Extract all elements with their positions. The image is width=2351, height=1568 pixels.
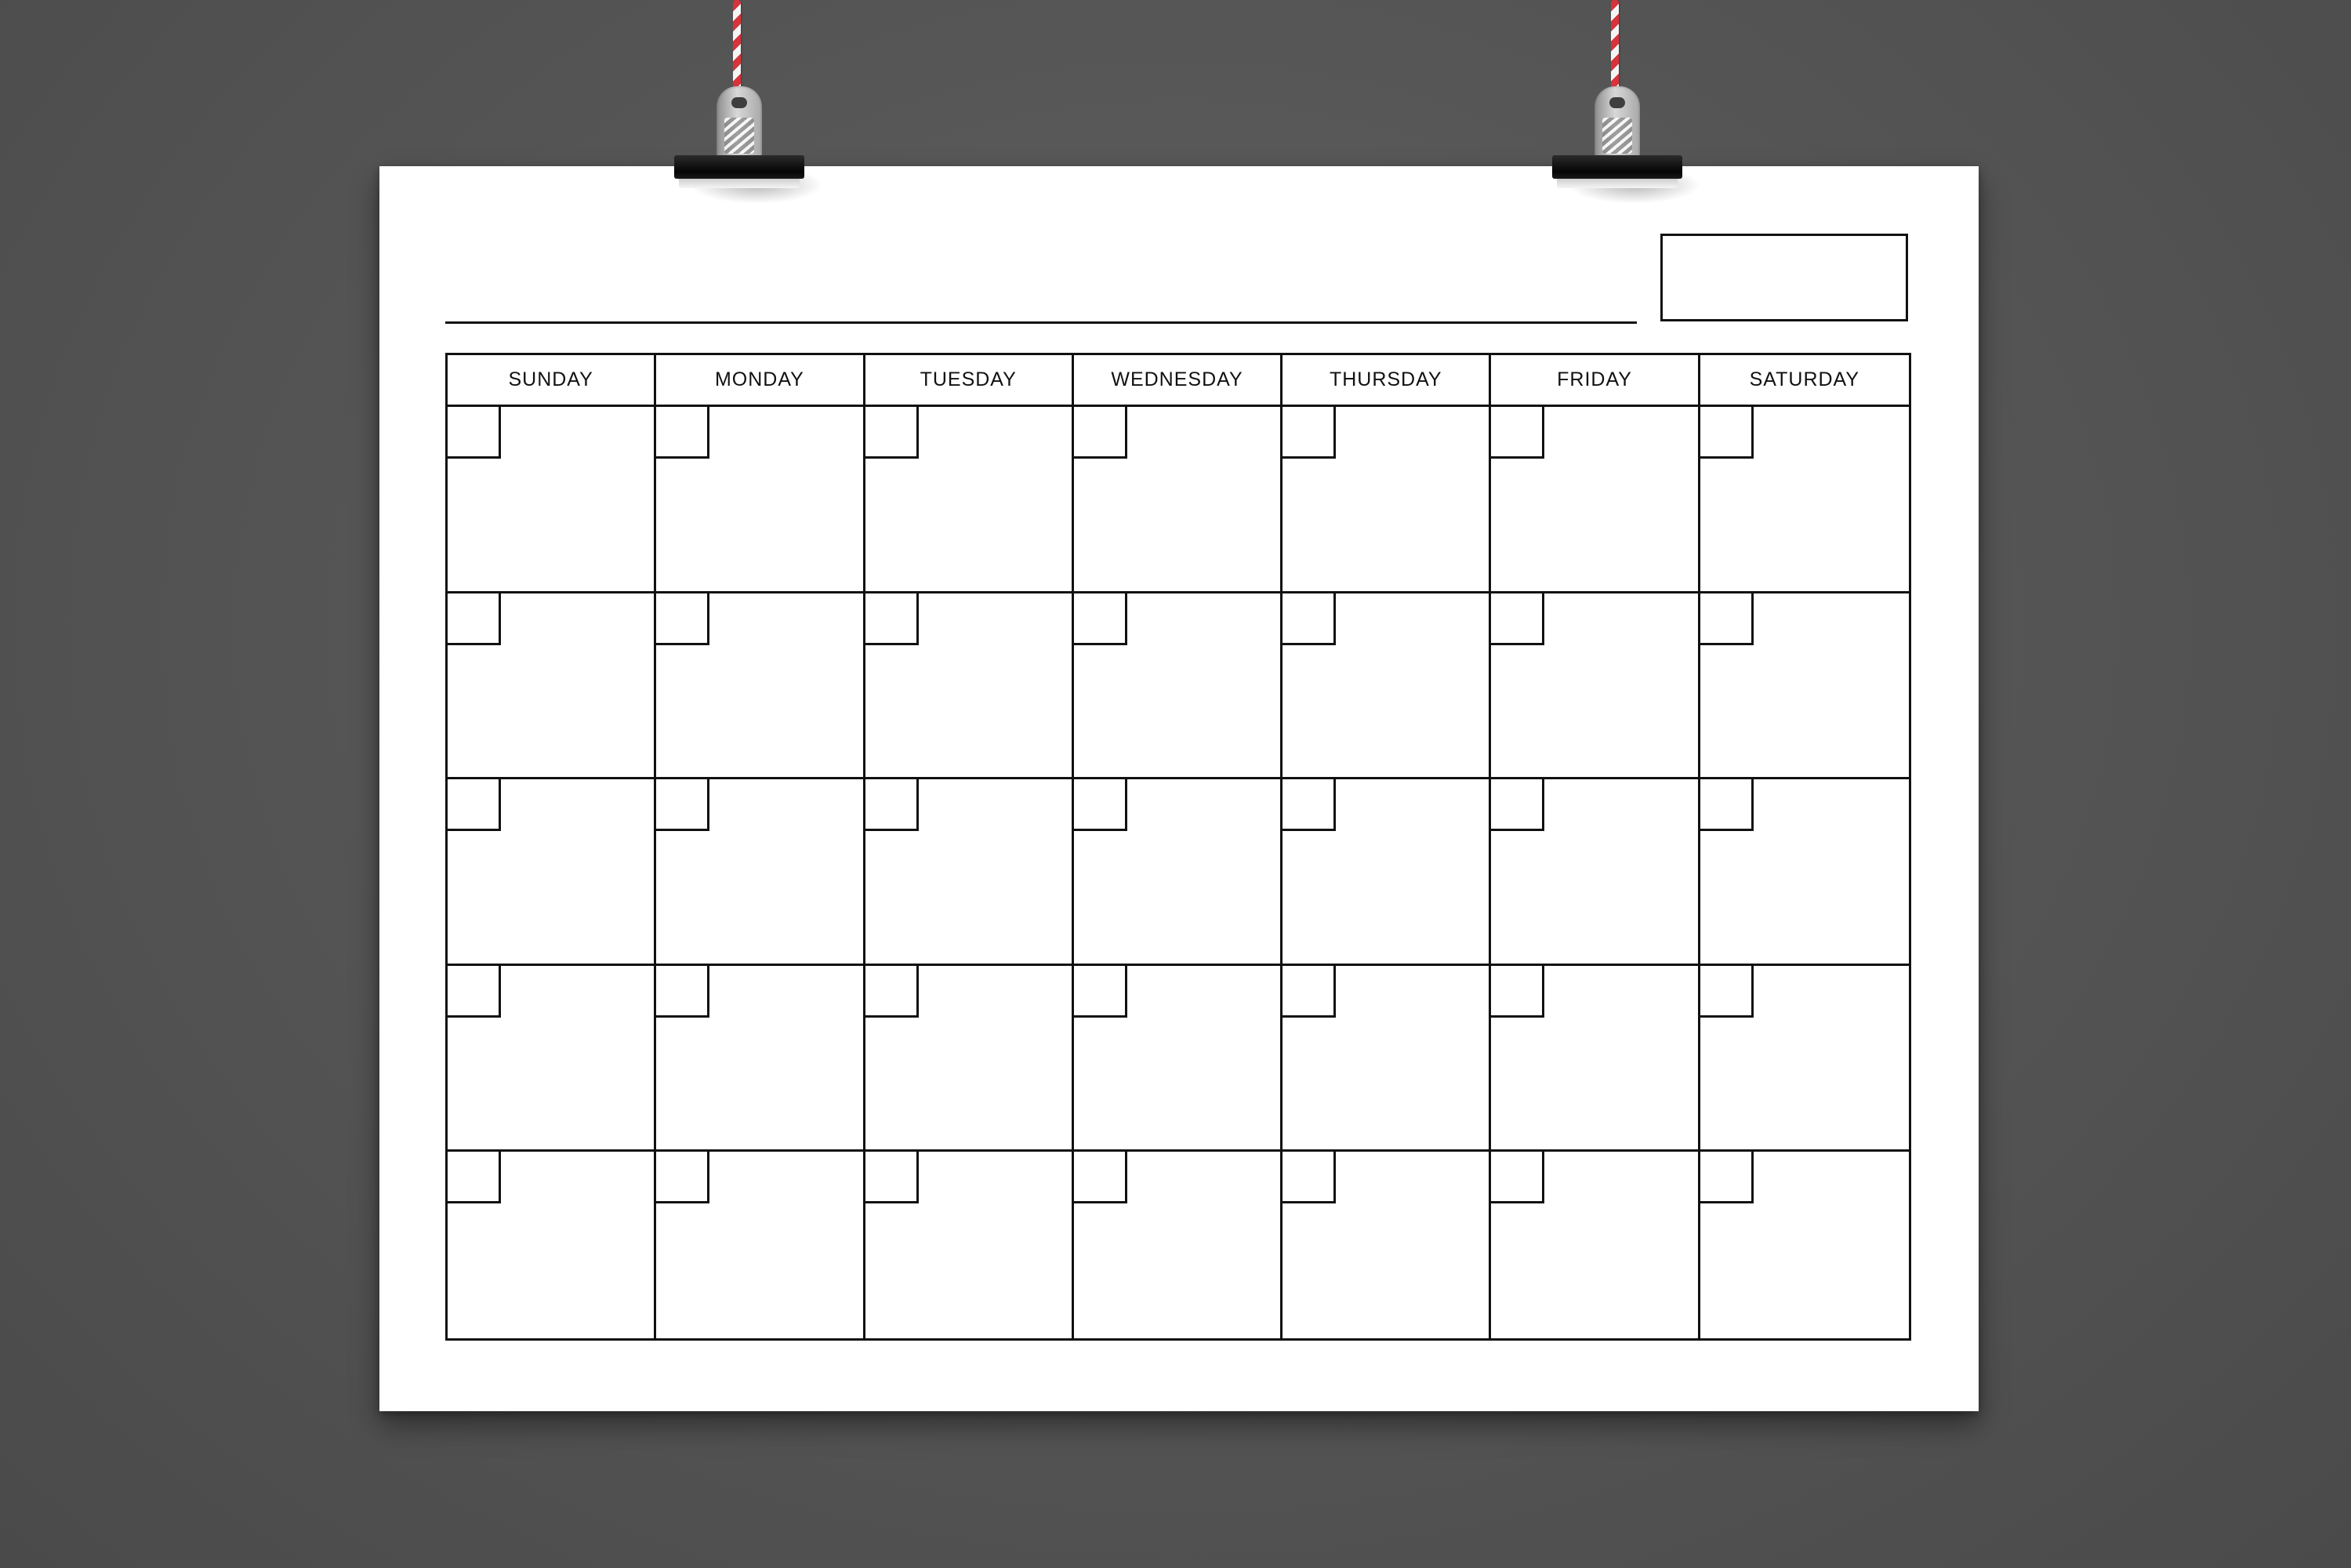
date-number-box (1491, 1152, 1544, 1203)
date-number-box (1491, 779, 1544, 831)
date-number-box (1700, 407, 1754, 459)
day-cell (865, 966, 1074, 1152)
day-cell (865, 593, 1074, 780)
day-cell (1074, 966, 1283, 1152)
day-cell (1700, 1152, 1909, 1338)
day-cell (1074, 407, 1283, 593)
date-number-box (448, 779, 501, 831)
date-number-box (1074, 407, 1127, 459)
date-number-box (1283, 1152, 1336, 1203)
clip-handle (717, 86, 762, 162)
month-title-line (445, 321, 1637, 324)
date-number-box (448, 1152, 501, 1203)
day-cell (1283, 593, 1491, 780)
day-cell (656, 593, 865, 780)
day-cell (1491, 966, 1700, 1152)
day-cell (448, 1152, 656, 1338)
day-cell (1700, 779, 1909, 966)
day-cell (1700, 407, 1909, 593)
date-number-box (865, 966, 919, 1018)
day-cell (1491, 593, 1700, 780)
date-number-box (656, 1152, 709, 1203)
day-cell (656, 407, 865, 593)
date-number-box (1074, 966, 1127, 1018)
clip-grip (1602, 118, 1632, 154)
day-header-saturday: SATURDAY (1700, 355, 1909, 407)
date-number-box (1074, 593, 1127, 645)
date-number-box (448, 593, 501, 645)
day-cell (1491, 407, 1700, 593)
date-number-box (1700, 593, 1754, 645)
date-number-box (656, 779, 709, 831)
day-cell (865, 779, 1074, 966)
day-cell (1283, 966, 1491, 1152)
clip-body (1552, 155, 1682, 179)
day-cell (1491, 779, 1700, 966)
date-number-box (1700, 1152, 1754, 1203)
day-cell (656, 966, 865, 1152)
date-number-box (1491, 966, 1544, 1018)
day-cell (448, 966, 656, 1152)
binder-clip-left (674, 86, 804, 196)
day-cell (1074, 593, 1283, 780)
date-number-box (1283, 407, 1336, 459)
date-number-box (448, 966, 501, 1018)
clip-lip (679, 179, 800, 188)
day-cell (1283, 779, 1491, 966)
date-number-box (1283, 966, 1336, 1018)
date-number-box (656, 593, 709, 645)
date-number-box (1700, 966, 1754, 1018)
date-number-box (1491, 593, 1544, 645)
date-number-box (1074, 1152, 1127, 1203)
day-cell (1491, 1152, 1700, 1338)
day-header-monday: MONDAY (656, 355, 865, 407)
date-number-box (656, 407, 709, 459)
date-number-box (1491, 407, 1544, 459)
clip-handle (1595, 86, 1640, 162)
clip-lip (1557, 179, 1678, 188)
date-number-box (865, 779, 919, 831)
clip-hole (1609, 97, 1625, 108)
year-box (1660, 234, 1908, 321)
date-number-box (656, 966, 709, 1018)
day-cell (1700, 966, 1909, 1152)
calendar-paper (379, 166, 1979, 1411)
day-header-tuesday: TUESDAY (865, 355, 1074, 407)
day-header-wednesday: WEDNESDAY (1074, 355, 1283, 407)
day-cell (448, 407, 656, 593)
day-header-sunday: SUNDAY (448, 355, 656, 407)
day-cell (1700, 593, 1909, 780)
day-header-friday: FRIDAY (1491, 355, 1700, 407)
day-cell (1283, 407, 1491, 593)
day-cell (448, 779, 656, 966)
date-number-box (1283, 593, 1336, 645)
day-cell (448, 593, 656, 780)
day-cell (656, 779, 865, 966)
date-number-box (1074, 779, 1127, 831)
day-cell (656, 1152, 865, 1338)
day-cell (865, 1152, 1074, 1338)
day-cell (1283, 1152, 1491, 1338)
date-number-box (865, 407, 919, 459)
day-header-thursday: THURSDAY (1283, 355, 1491, 407)
date-number-box (865, 593, 919, 645)
date-number-box (448, 407, 501, 459)
day-cell (1074, 1152, 1283, 1338)
date-number-box (1700, 779, 1754, 831)
calendar-grid (445, 353, 1911, 1341)
date-number-box (865, 1152, 919, 1203)
date-number-box (1283, 779, 1336, 831)
day-cell (865, 407, 1074, 593)
day-cell (1074, 779, 1283, 966)
clip-body (674, 155, 804, 179)
clip-grip (724, 118, 754, 154)
clip-hole (731, 97, 747, 108)
binder-clip-right (1552, 86, 1682, 196)
